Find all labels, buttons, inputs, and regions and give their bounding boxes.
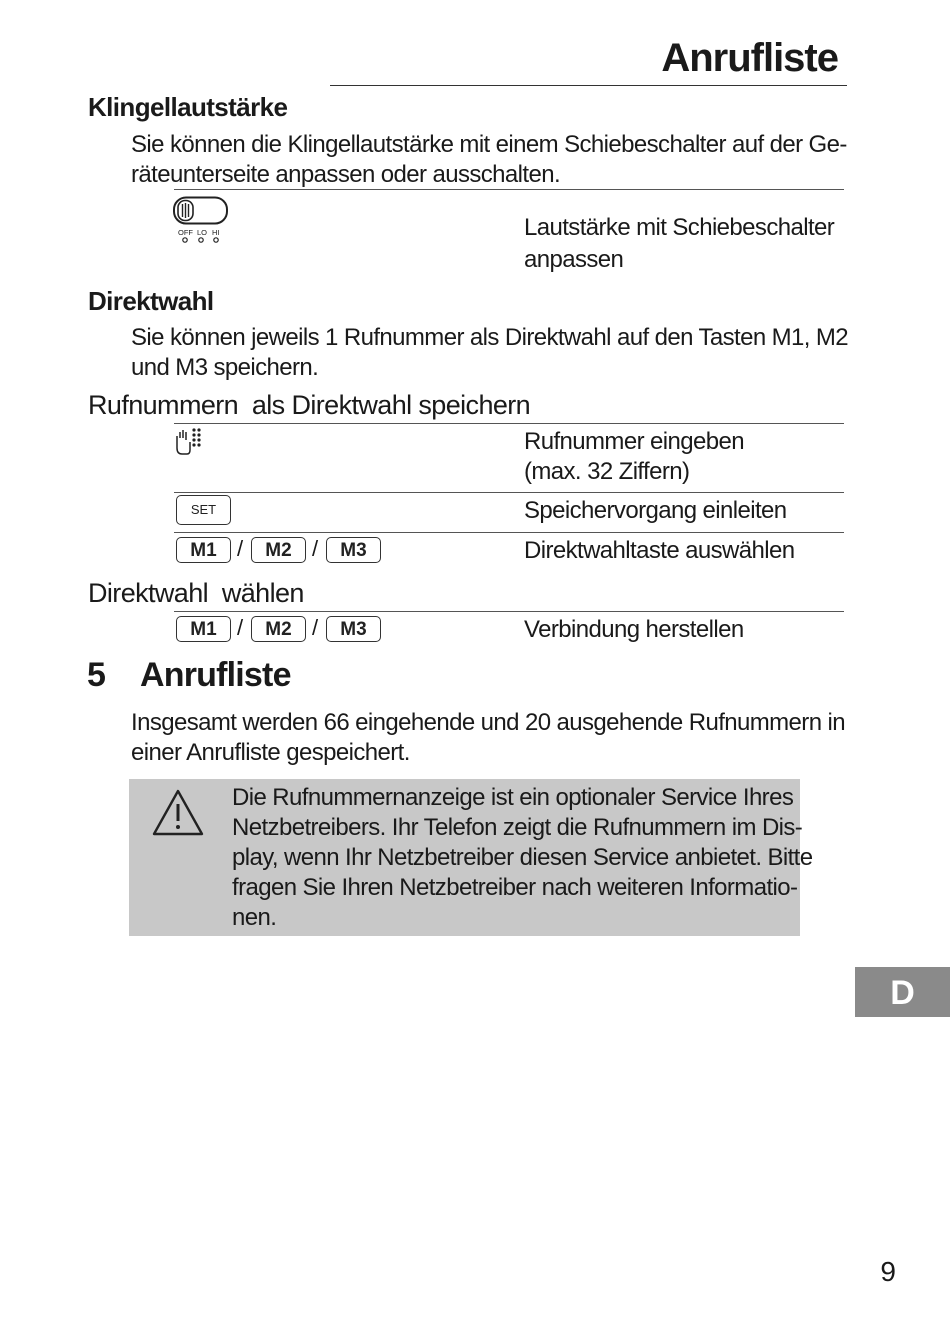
klingel-rule (174, 189, 844, 190)
klingel-line-1: Sie können die Klingellautstärke mit einem Schiebeschalter auf der Ge- (131, 131, 847, 158)
subheading-waehlen: Direktwahl wählen (88, 578, 304, 608)
switch-label-off: OFF (178, 228, 193, 237)
warning-line-1: Die Rufnummernanzeige ist ein optionaler Service Ihres (232, 784, 794, 811)
subheading-speichern: Rufnummern als Direktwahl speichern (88, 390, 531, 420)
section5-line-1: Insgesamt werden 66 eingehende und 20 ausgehende Rufnummern in (131, 709, 845, 736)
warning-text (232, 783, 813, 933)
row1-line-1: Rufnummer eingeben (524, 428, 745, 455)
section5-paragraph (131, 708, 845, 768)
section5-line-2: einer Anrufliste gespeichert. (131, 739, 410, 766)
speichern-rule-2 (174, 492, 844, 493)
row-verbindung: Verbindung herstellen (524, 616, 744, 643)
section-title: Anrufliste (140, 656, 291, 694)
page-number: 9 (880, 1256, 896, 1287)
key-separator: / (312, 536, 319, 561)
heading-klingellautstaerke: Klingellautstärke (88, 92, 288, 122)
section-number: 5 (87, 656, 106, 694)
row-speichervorgang: Speichervorgang einleiten (524, 497, 787, 524)
set-key[interactable]: SET (176, 495, 231, 525)
warning-line-3: play, wenn Ihr Netzbetreiber diesen Service anbietet. Bitte (232, 844, 813, 871)
language-tab[interactable]: D (855, 967, 950, 1017)
key-separator: / (237, 615, 244, 640)
speichern-rule-3 (174, 532, 844, 533)
key-separator: / (237, 536, 244, 561)
switch-label-hi: HI (212, 228, 220, 237)
m1-key[interactable]: M1 (176, 537, 231, 563)
warning-line-2: Netzbetreibers. Ihr Telefon zeigt die Rufnummern im Dis- (232, 814, 803, 841)
m1-key[interactable]: M1 (176, 616, 231, 642)
speichern-rule-1 (174, 423, 844, 424)
m3-key[interactable]: M3 (326, 537, 381, 563)
klingel-action-line-2: anpassen (524, 246, 624, 273)
klingel-paragraph (131, 130, 847, 190)
header-rule (330, 85, 847, 86)
key-separator: / (312, 615, 319, 640)
warning-line-4: fragen Sie Ihren Netzbetreiber nach weiteren Informatio- (232, 874, 798, 901)
keypad-input-icon (174, 426, 204, 458)
klingel-line-2: räteunterseite anpassen oder ausschalten. (131, 161, 561, 188)
direktwahl-paragraph (131, 323, 848, 383)
klingel-action (524, 212, 834, 276)
m2-key[interactable]: M2 (251, 537, 306, 563)
row-direktwahltaste: Direktwahltaste auswählen (524, 537, 795, 564)
warning-icon (150, 787, 206, 839)
page-header-title: Anrufliste (661, 36, 838, 80)
slide-switch-icon (172, 196, 232, 244)
heading-direktwahl: Direktwahl (88, 286, 214, 316)
waehlen-rule (174, 611, 844, 612)
klingel-action-line-1: Lautstärke mit Schiebeschalter (524, 214, 835, 241)
switch-label-lo: LO (197, 228, 208, 237)
warning-line-5: nen. (232, 904, 277, 931)
direktwahl-line-2: und M3 speichern. (131, 354, 319, 381)
row-rufnummer-eingeben (524, 427, 744, 487)
m2-key[interactable]: M2 (251, 616, 306, 642)
m3-key[interactable]: M3 (326, 616, 381, 642)
row1-line-2: (max. 32 Ziffern) (524, 458, 690, 485)
direktwahl-line-1: Sie können jeweils 1 Rufnummer als Direktwahl auf den Tasten M1, M2 (131, 324, 849, 351)
